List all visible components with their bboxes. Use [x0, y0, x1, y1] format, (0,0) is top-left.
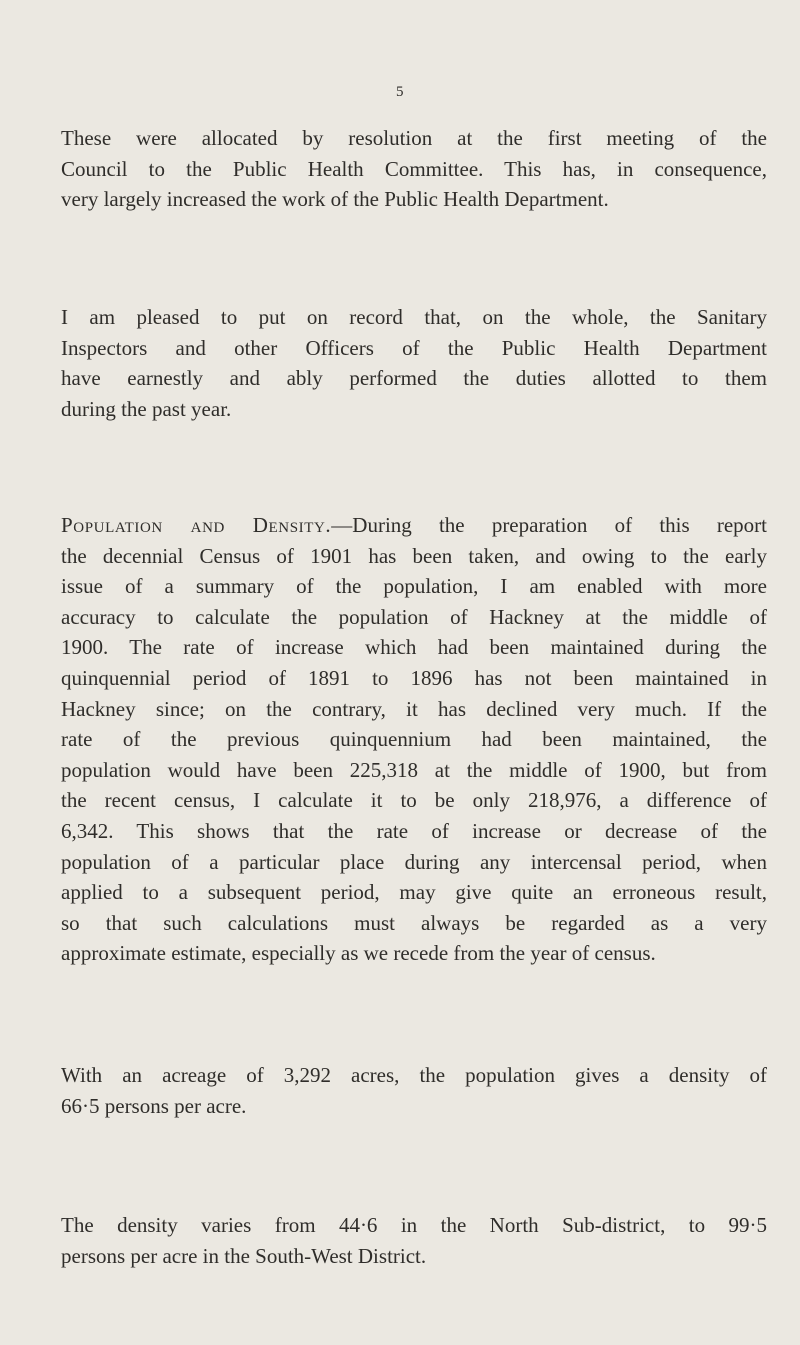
text-line: rate of the previous quinquennium had been maintained, the [61, 727, 767, 752]
text-line: the recent census, I calculate it to be only 218,976, a difference of [61, 788, 767, 813]
text-line: approximate estimate, especially as we recede from the year of census. [61, 941, 656, 966]
text-line: population would have been 225,318 at the middle of 1900, but from [61, 757, 767, 782]
text-line: quinquennial period of 1891 to 1896 has not been maintained in [61, 665, 767, 690]
text-line: Inspectors and other Officers of the Public Health Department [61, 335, 767, 360]
text-line: so that such calculations must always be regarded as a very [61, 910, 767, 935]
section-heading: Population and Density. [61, 513, 332, 537]
text-line: With an acreage of 3,292 acres, the population gives a density of [61, 1063, 767, 1087]
text-line: persons per acre in the South-West District. [61, 1243, 427, 1268]
text-line: Hackney since; on the contrary, it has declined very much. If the [61, 696, 767, 721]
text-line: Council to the Public Health Committee. This has, in consequence, [61, 156, 767, 181]
text-line: 1900. The rate of increase which had been maintained during the [61, 635, 767, 660]
page-number: 5 [396, 84, 404, 100]
text-line: 66·5 persons per acre. [61, 1093, 247, 1118]
paragraph-population-density [61, 510, 767, 969]
text-line: very largely increased the work of the Public Health Department. [61, 187, 609, 212]
text-line: These were allocated by resolution at the first meeting of the [61, 126, 767, 150]
text-line: applied to a subsequent period, may give quite an erroneous result, [61, 880, 767, 905]
text-line: have earnestly and ably performed the duties allotted to them [61, 366, 767, 391]
text-line: I am pleased to put on record that, on the whole, the Sanitary [61, 305, 767, 329]
paragraph-acreage [61, 1060, 767, 1121]
text-line: The density varies from 44·6 in the North Sub-district, to 99·5 [61, 1213, 767, 1237]
paragraph-allocation [61, 123, 767, 215]
paragraph-staff-record [61, 302, 767, 424]
text-line: 6,342. This shows that the rate of increase or decrease of the [61, 818, 767, 843]
text-line: population of a particular place during any intercensal period, when [61, 849, 767, 874]
paragraph-density-range [61, 1210, 767, 1271]
text-fragment: —During the preparation of this report [331, 513, 767, 537]
text-line: the decennial Census of 1901 has been taken, and owing to the early [61, 543, 767, 568]
text-line [61, 510, 767, 541]
text-line: issue of a summary of the population, I am enabled with more [61, 574, 767, 599]
text-line: during the past year. [61, 396, 232, 421]
text-line: accuracy to calculate the population of Hackney at the middle of [61, 604, 767, 629]
